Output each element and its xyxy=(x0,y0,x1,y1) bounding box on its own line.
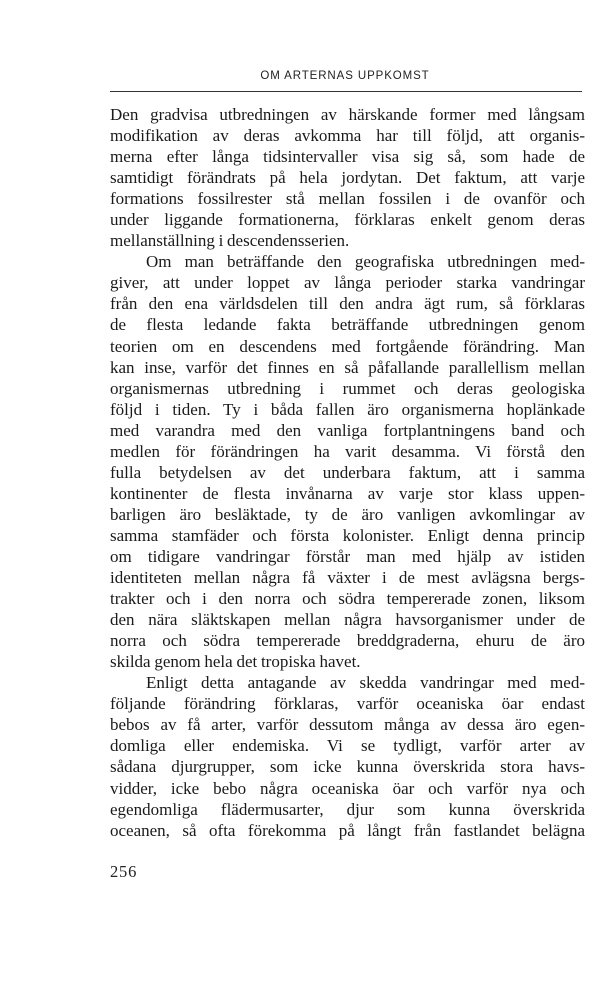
text-line: följande förändring förklaras, varför oceaniska öar endast xyxy=(110,694,585,714)
text-line: Enligt detta antagande av skedda vandringar med med- xyxy=(146,673,585,693)
text-line: giver, att under loppet av långa perioder starka vandringar xyxy=(110,273,585,293)
text-line: samtidigt förändrats på hela jordytan. Det faktum, att varje xyxy=(110,168,585,188)
text-line: vidder, icke bebo några oceaniska öar och varför nya och xyxy=(110,778,585,798)
page-number: 256 xyxy=(110,862,138,881)
text-line: skilda genom hela det tropiska havet. xyxy=(110,652,361,672)
text-line: norra och södra tempererade breddgraderna, ehuru de äro xyxy=(110,631,585,651)
text-line: kontinenter de flesta invånarna av varje stor klass uppen- xyxy=(110,483,585,503)
text-line: sådana djurgrupper, som icke kunna överskrida stora havs- xyxy=(110,757,585,777)
text-line: trakter och i den norra och södra tempererade zonen, liksom xyxy=(110,589,585,609)
text-line: bebos av få arter, varför dessutom många av dessa äro egen- xyxy=(110,715,585,735)
text-line: oceanen, så ofta förekomma på långt från fastlandet belägna xyxy=(110,820,585,840)
text-line: medlen för förändringen ha varit desamma. Vi förstå den xyxy=(110,441,585,461)
text-line: från den ena världsdelen till den andra ägt rum, så förklaras xyxy=(110,294,585,314)
text-line: om tidigare vandringar förstår man med hjälp av istiden xyxy=(110,546,585,566)
text-line: den nära släktskapen mellan några havsorganismer under de xyxy=(110,610,585,630)
text-line: barligen äro besläktade, ty de äro vanligen avkomlingar av xyxy=(110,504,585,524)
running-header: OM ARTERNAS UPPKOMST xyxy=(260,70,430,82)
text-line: följd i tiden. Ty i båda fallen äro organismerna hoplänkade xyxy=(110,399,585,419)
text-line: Den gradvisa utbredningen av härskande former med långsam xyxy=(110,105,585,124)
text-line: organismernas utbredning i rummet och deras geologiska xyxy=(110,378,585,398)
text-line: teorien om en descendens med fortgående förändring. Man xyxy=(110,336,585,356)
text-line: merna efter långa tidsintervaller visa sig så, som hade de xyxy=(110,147,585,167)
text-line: de flesta ledande fakta beträffande utbredningen genom xyxy=(110,315,585,335)
text-line: mellanställning i descendensserien. xyxy=(110,231,350,251)
text-line: fulla betydelsen av det underbara faktum, att i samma xyxy=(110,462,585,482)
text-line: Om man beträffande den geografiska utbredningen med- xyxy=(146,252,585,272)
text-line: egendomliga flädermusarter, djur som kunna överskrida xyxy=(110,799,585,819)
header-rule xyxy=(110,91,582,92)
text-line: med varandra med den vanliga fortplantningens band och xyxy=(110,420,585,440)
text-line: kan inse, varför det finnes en så påfallande parallellism mellan xyxy=(110,357,585,377)
body-text xyxy=(110,104,585,841)
text-line: formations fossilrester stå mellan fossilen i de ovanför och xyxy=(110,189,585,209)
text-line: identiteten mellan några få växter i de mest avlägsna bergs- xyxy=(110,568,585,588)
text-line: under liggande formationerna, förklaras enkelt genom deras xyxy=(110,210,585,230)
text-line: domliga eller endemiska. Vi se tydligt, varför arter av xyxy=(110,736,585,756)
text-line: samma stamfäder och första kolonister. Enligt denna princip xyxy=(110,525,585,545)
text-line: modifikation av deras avkomma har till följd, att organis- xyxy=(110,126,585,146)
